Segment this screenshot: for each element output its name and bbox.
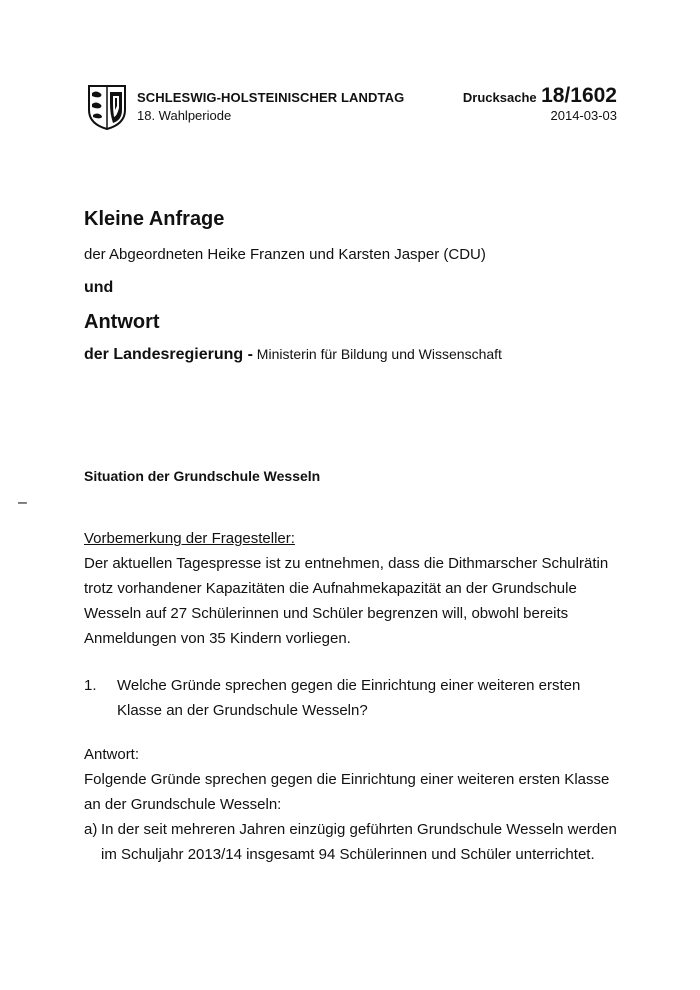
question-text: Welche Gründe sprechen gegen die Einrichtung einer weiteren ersten Klasse an der Grundschule Wesseln? — [117, 677, 581, 719]
document-reference — [463, 84, 617, 108]
answer-item-a — [84, 817, 624, 867]
preliminary-remark-heading: Vorbemerkung der Fragesteller: — [84, 530, 295, 547]
document-date: 2014-03-03 — [550, 108, 617, 123]
preliminary-remark-text: Der aktuellen Tagespresse ist zu entnehmen, dass die Dithmarscher Schulrätin trotz vorhandener Kapazitäten die Aufnahmekapazität an der Grundschule Wesseln auf 27 Schülerinnen und Schüler begrenzen will, obwohl bereits Anmeldungen von 35 Kindern vorliegen. — [84, 555, 609, 647]
government-line — [84, 346, 502, 364]
answer-1 — [84, 742, 624, 867]
answer-item-a-label: a) — [84, 821, 98, 838]
question-1 — [84, 673, 644, 723]
coat-of-arms-logo — [87, 84, 127, 130]
ministry-name: Ministerin für Bildung und Wissenschaft — [252, 346, 502, 362]
answer-item-a-text: In der seit mehreren Jahren einzügig geführten Grundschule Wesseln werden im Schuljahr 2013/14 insgesamt 94 Schülerinnen und Schüler unterrichtet. — [101, 821, 617, 863]
document-number: 18/1602 — [541, 84, 617, 107]
question-number: 1. — [84, 677, 97, 694]
legislative-period: 18. Wahlperiode — [137, 108, 232, 123]
document-label: Drucksache — [462, 90, 537, 105]
margin-dash: – — [18, 494, 27, 511]
preliminary-remark — [84, 526, 624, 651]
authors-line: der Abgeordneten Heike Franzen und Karsten Jasper (CDU) — [84, 246, 486, 263]
parliament-name: SCHLESWIG-HOLSTEINISCHER LANDTAG — [137, 90, 405, 105]
subject-heading: Situation der Grundschule Wesseln — [84, 468, 321, 484]
und-line: und — [84, 279, 114, 296]
answer-heading: Antwort: — [84, 746, 140, 763]
answer-intro: Folgende Gründe sprechen gegen die Einrichtung einer weiteren ersten Klasse an der Grundschule Wesseln: — [84, 771, 610, 813]
title-antwort: Antwort — [84, 311, 160, 333]
landesregierung-label: der Landesregierung - — [84, 346, 253, 363]
title-kleine-anfrage: Kleine Anfrage — [84, 208, 225, 230]
